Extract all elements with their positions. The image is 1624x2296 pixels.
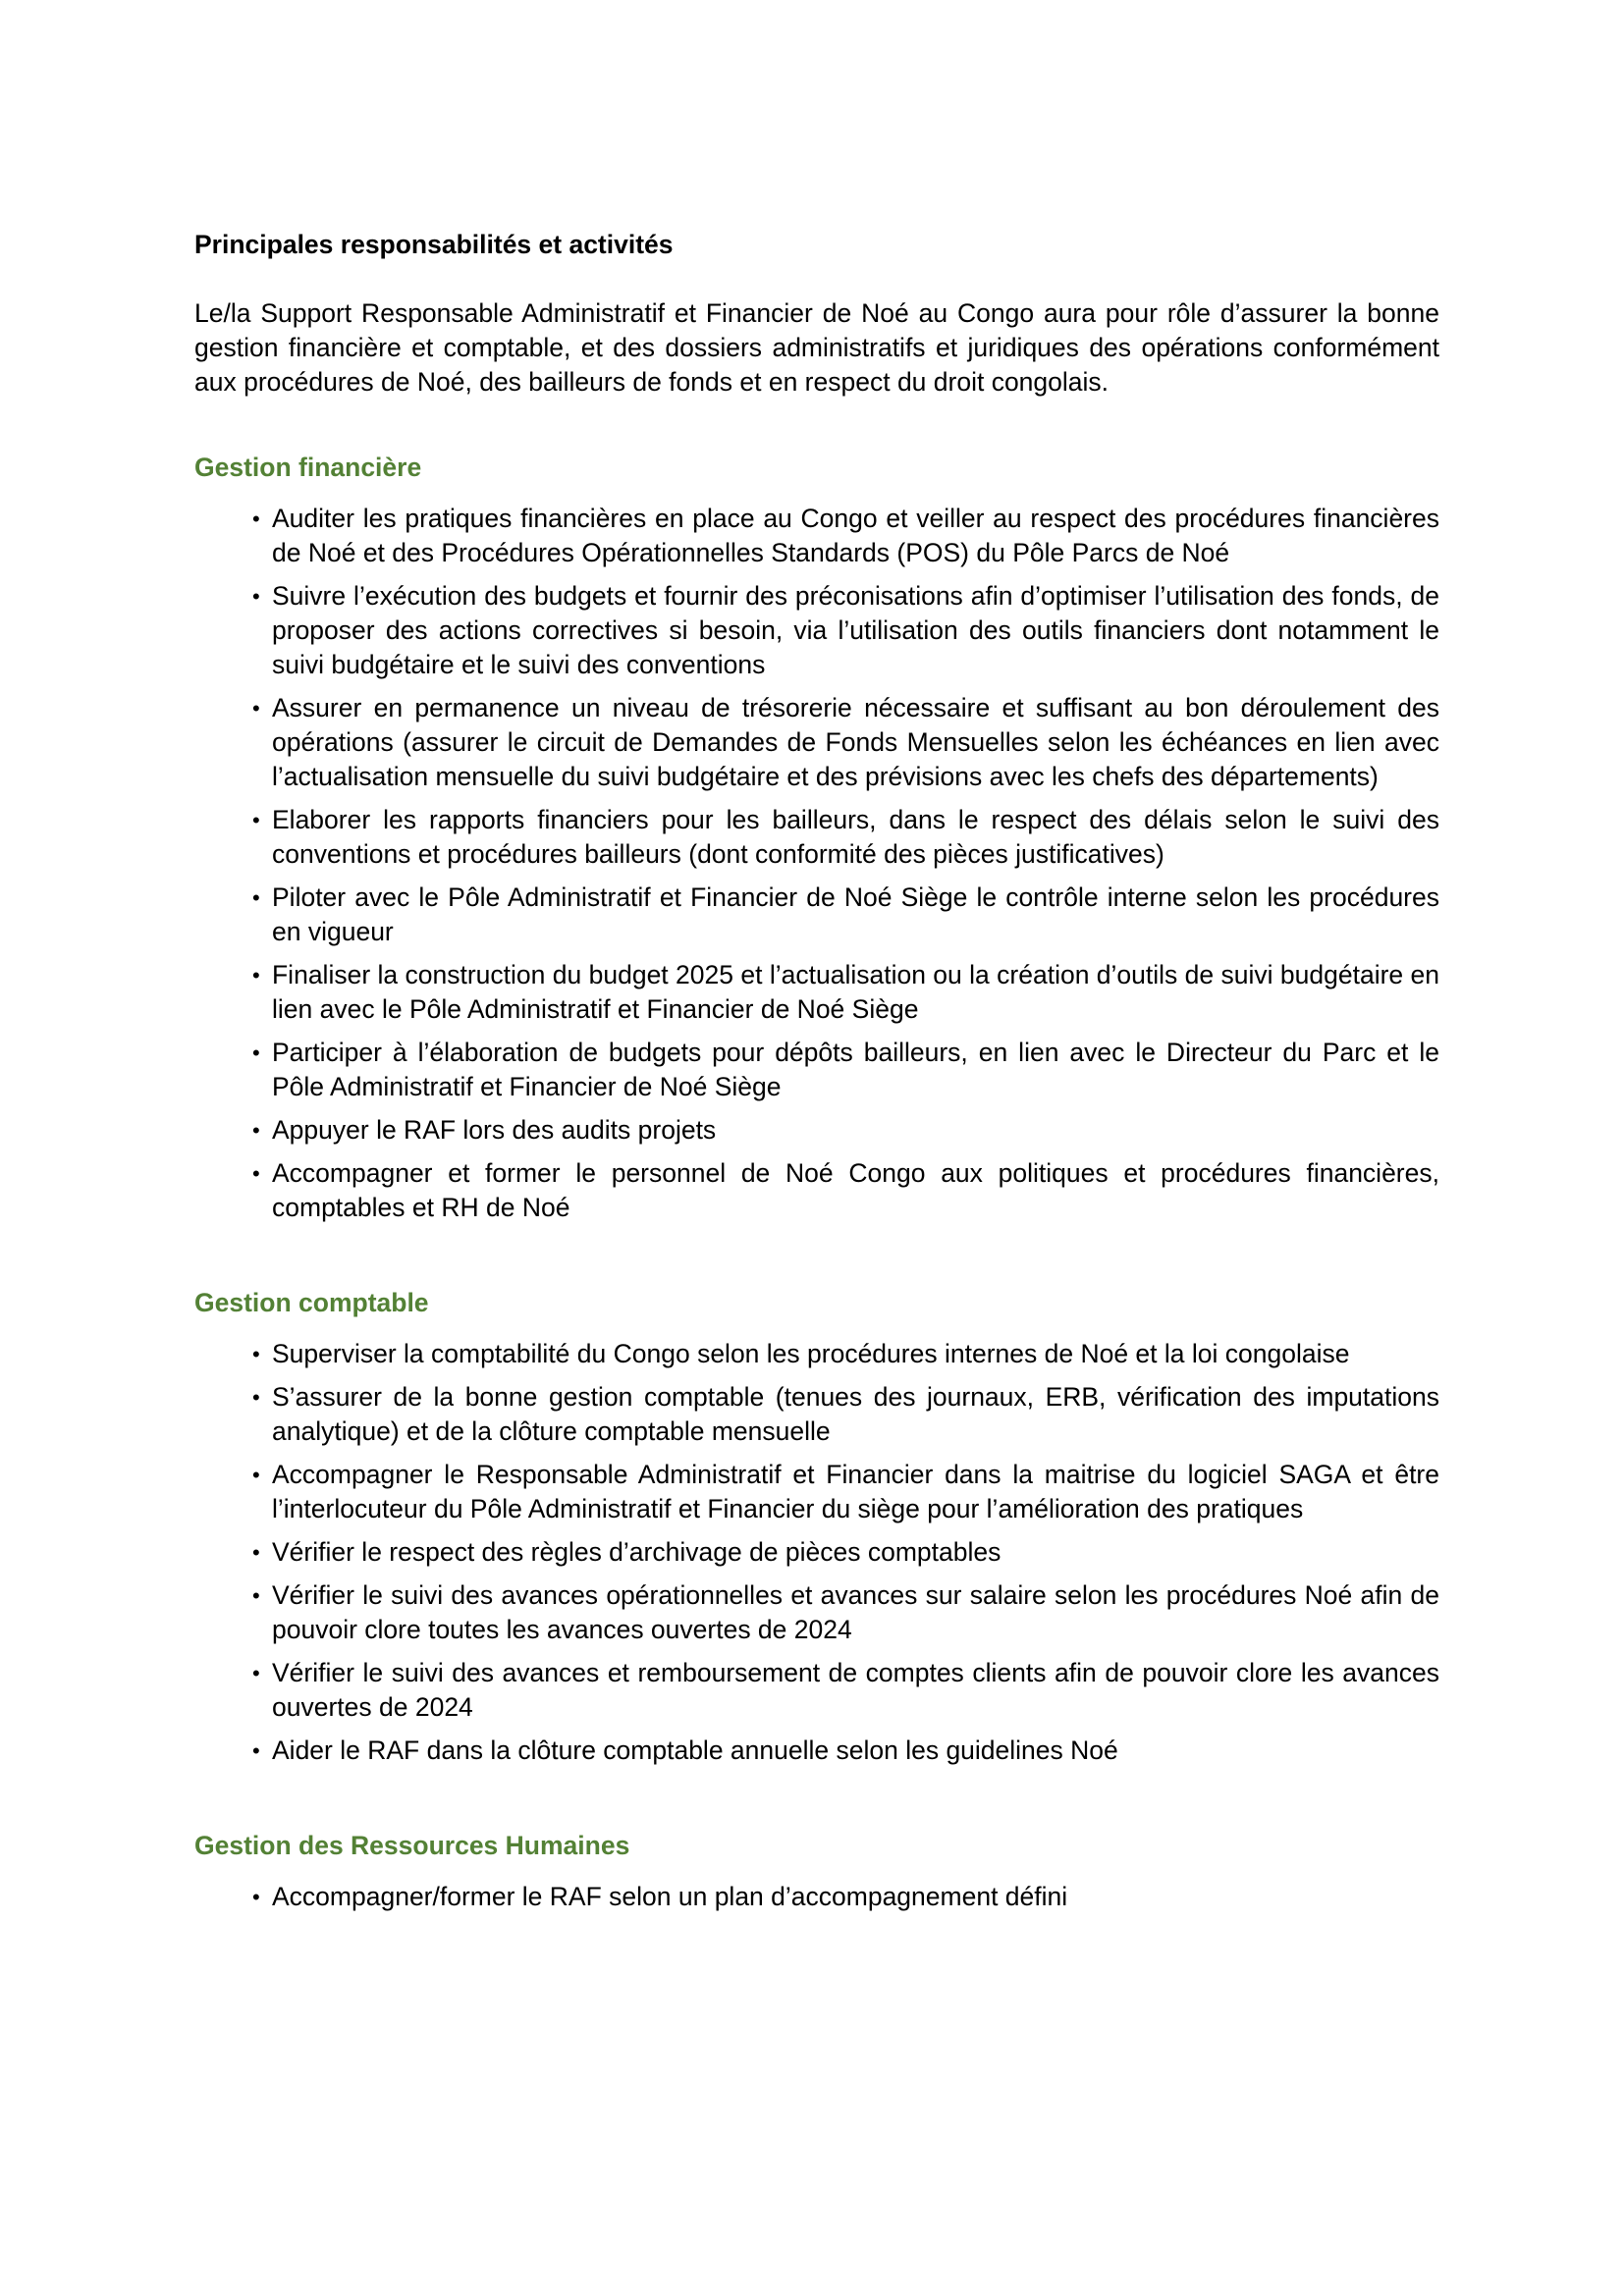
bullet-icon: •: [252, 1661, 260, 1685]
bullet-icon: •: [252, 1463, 260, 1487]
list-item: • S’assurer de la bonne gestion comptable (tenues des journaux, ERB, vérification des imputations analytique) et de la clôture comptable mensuelle: [252, 1382, 1439, 1446]
list-item: • Vérifier le respect des règles d’archivage de pièces comptables: [272, 1535, 1439, 1570]
list-item: • Appuyer le RAF lors des audits projets: [272, 1113, 1439, 1148]
list-item: • Aider le RAF dans la clôture comptable annuelle selon les guidelines Noé: [272, 1734, 1439, 1768]
bullet-icon: •: [252, 1041, 260, 1065]
section-heading: Gestion financière: [194, 453, 422, 482]
bullet-icon: •: [252, 1385, 260, 1410]
list-item: • Superviser la comptabilité du Congo selon les procédures internes de Noé et la loi congolaise: [272, 1337, 1439, 1371]
bullet-icon: •: [252, 1342, 260, 1366]
list-item: • Suivre l’exécution des budgets et fournir des préconisations afin d’optimiser l’utilisation des fonds, de proposer des actions correctives si besoin, via l’utilisation des outils financiers dont notamment le suivi budgétaire et le suivi des conventions: [252, 581, 1439, 679]
list-item: • Vérifier le suivi des avances opérationnelles et avances sur salaire selon les procédures Noé afin de pouvoir clore toutes les avances ouvertes de 2024: [252, 1580, 1439, 1644]
bullet-icon: •: [252, 1118, 260, 1143]
bullet-icon: •: [252, 1161, 260, 1186]
list-item: • Accompagner et former le personnel de Noé Congo aux politiques et procédures financières, comptables et RH de Noé: [252, 1158, 1439, 1222]
bullet-icon: •: [252, 584, 260, 609]
bullet-icon: •: [252, 885, 260, 910]
list-item: • Finaliser la construction du budget 2025 et l’actualisation ou la création d’outils de suivi budgétaire en lien avec le Pôle Administratif et Financier de Noé Siège: [252, 960, 1439, 1024]
intro-paragraph: Le/la Support Responsable Administratif et Financier de Noé au Congo aura pour rôle d’assurer la bonne gestion financière et comptable, et des dossiers administratifs et juridiques des opérations conformément aux procédures de Noé, des bailleurs de fonds et en respect du droit congolais.: [194, 298, 1439, 397]
section-heading: Gestion des Ressources Humaines: [194, 1831, 630, 1860]
bullet-icon: •: [252, 1885, 260, 1909]
bullet-list: [194, 1880, 1439, 1914]
list-item: • Accompagner/former le RAF selon un plan d’accompagnement défini: [272, 1880, 1439, 1914]
page-title: Principales responsabilités et activités: [194, 230, 674, 259]
list-item: • Participer à l’élaboration de budgets pour dépôts bailleurs, en lien avec le Directeur du Parc et le Pôle Administratif et Financier de Noé Siège: [252, 1038, 1439, 1101]
list-item: • Auditer les pratiques financières en place au Congo et veiller au respect des procédures financières de Noé et des Procédures Opérationnelles Standards (POS) du Pôle Parcs de Noé: [252, 504, 1439, 567]
section-financial-management: [194, 451, 1439, 1225]
list-item: • Accompagner le Responsable Administratif et Financier dans la maitrise du logiciel SAGA et être l’interlocuteur du Pôle Administratif et Financier du siège pour l’amélioration des pratiques: [252, 1460, 1439, 1523]
bullet-icon: •: [252, 963, 260, 988]
section-accounting-management: [194, 1286, 1439, 1768]
list-item: • Piloter avec le Pôle Administratif et Financier de Noé Siège le contrôle interne selon les procédures en vigueur: [252, 882, 1439, 946]
bullet-list: [194, 502, 1439, 1225]
bullet-icon: •: [252, 1583, 260, 1608]
bullet-icon: •: [252, 1540, 260, 1565]
bullet-icon: •: [252, 1738, 260, 1763]
bullet-list: [194, 1337, 1439, 1768]
list-item: • Elaborer les rapports financiers pour les bailleurs, dans le respect des délais selon le suivi des conventions et procédures bailleurs (dont conformité des pièces justificatives): [252, 805, 1439, 869]
list-item: • Assurer en permanence un niveau de trésorerie nécessaire et suffisant au bon déroulement des opérations (assurer le circuit de Demandes de Fonds Mensuelles selon les échéances en lien avec l’actualisation mensuelle du suivi budgétaire et des prévisions avec les chefs des départements): [252, 693, 1439, 791]
section-heading: Gestion comptable: [194, 1288, 429, 1317]
section-hr-management: [194, 1829, 1439, 1914]
bullet-icon: •: [252, 696, 260, 721]
document-page: [194, 228, 1439, 1923]
bullet-icon: •: [252, 507, 260, 531]
bullet-icon: •: [252, 808, 260, 832]
list-item: • Vérifier le suivi des avances et remboursement de comptes clients afin de pouvoir clore les avances ouvertes de 2024: [252, 1658, 1439, 1722]
